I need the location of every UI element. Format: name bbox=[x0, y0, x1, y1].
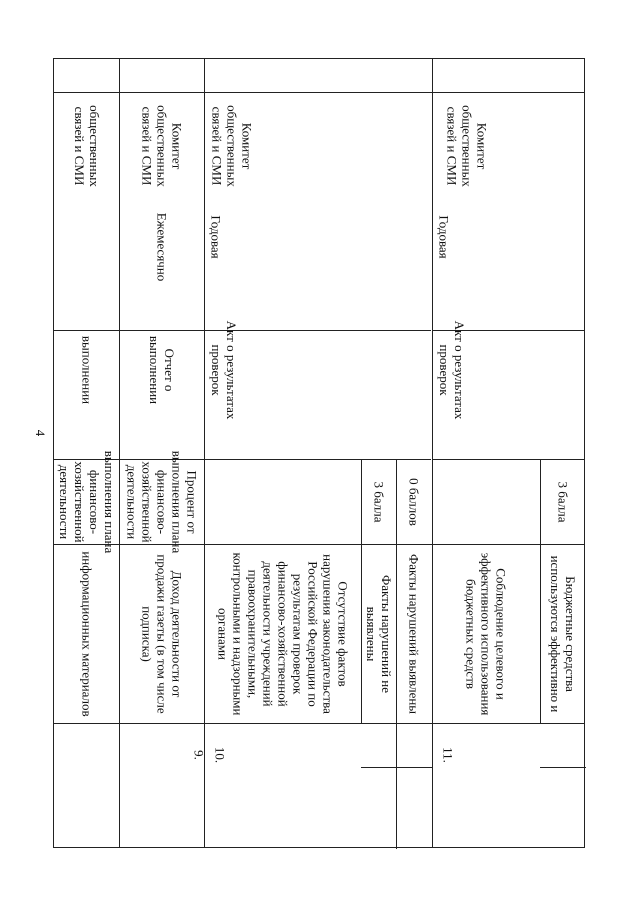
row-10-resp-cell bbox=[204, 92, 361, 200]
cell-text: 3 балла bbox=[555, 481, 571, 522]
cell-text: Отчет о выполнении bbox=[146, 335, 177, 405]
row-10-sub2-score-cell bbox=[396, 459, 432, 544]
row-10-sub2-name-cell bbox=[396, 544, 432, 723]
row-11-sub1-score-cell bbox=[540, 459, 586, 544]
cell-text: Годовая bbox=[436, 215, 452, 259]
cell-text: 3 балла bbox=[371, 481, 386, 522]
cell-text: Бюджетные средства используются эффективно и bbox=[548, 555, 578, 712]
cell-text: Комитет общественных связей и СМИ bbox=[209, 105, 255, 187]
cell-text: Комитет общественных связей и СМИ bbox=[139, 105, 184, 187]
cell-text: Ежемесячно bbox=[154, 212, 169, 282]
row-9-name-cell bbox=[119, 544, 204, 723]
row-top-resp-cell bbox=[54, 92, 119, 200]
row-10-sub1-name-cell bbox=[361, 544, 396, 723]
cell-text: Акт о результатах проверок bbox=[437, 320, 467, 420]
row-9-indicator-cell bbox=[119, 450, 204, 553]
subcol-separator bbox=[361, 767, 432, 768]
cell-text: Комитет общественных связей и СМИ bbox=[444, 105, 490, 187]
row-11-period-cell bbox=[432, 200, 586, 330]
row-11-form-cell bbox=[432, 320, 586, 459]
cell-text: Доход деятельности от продажи газеты (в том числе подписка) bbox=[139, 553, 184, 714]
cell-text: Отсутствие фактов нарушения законодательства Российской Федерации по результатам проверок финансово-хозяйственной деятельности учреждений правоохранительными, контрольными и надзорными органами bbox=[215, 552, 350, 715]
row-11-sub1-name-cell bbox=[540, 544, 586, 723]
row-10-num-cell bbox=[204, 723, 361, 849]
row-10-period-cell bbox=[204, 200, 361, 330]
cell-text: Годовая bbox=[208, 215, 224, 259]
cell-text: выполнения плана финансово- хозяйственной деятельности bbox=[56, 450, 117, 553]
row-top-name-cell bbox=[54, 544, 119, 723]
cell-text: 11. bbox=[440, 747, 456, 763]
row-9-resp-cell bbox=[119, 92, 204, 200]
cell-text: Процент от выполнения плана финансово- хозяйственной деятельности bbox=[124, 450, 199, 553]
row-9-period-cell bbox=[119, 200, 204, 330]
cell-text: общественных связей и СМИ bbox=[71, 105, 102, 187]
row-10-form-cell bbox=[204, 320, 361, 459]
row-top-form-cell bbox=[54, 330, 119, 459]
cell-text: Факты нарушений не выявлены bbox=[363, 574, 394, 693]
cell-text: выполнении bbox=[79, 335, 94, 405]
cell-text: 10. bbox=[212, 746, 228, 764]
criteria-table bbox=[53, 58, 585, 848]
cell-text: информационных материалов bbox=[79, 550, 94, 717]
cell-text: 9. bbox=[191, 750, 207, 760]
row-10-sub1-score-cell bbox=[361, 459, 396, 544]
cell-text: 0 баллов bbox=[406, 477, 422, 526]
cell-text: Соблюдение целевого и эффективного использования бюджетных средств bbox=[463, 552, 509, 715]
row-11-name-cell bbox=[432, 544, 540, 723]
row-11-resp-cell bbox=[432, 92, 586, 200]
row-top-indicator-cell bbox=[54, 450, 119, 553]
row-9-form-cell bbox=[119, 330, 204, 459]
cell-text: Акт о результатах проверок bbox=[209, 320, 239, 420]
cell-text: Факты нарушений выявлены bbox=[406, 553, 422, 714]
page-number: 4 bbox=[33, 429, 48, 437]
row-11-num-cell bbox=[432, 723, 586, 849]
row-9-num-cell bbox=[119, 723, 207, 849]
row-10-name-cell bbox=[204, 544, 361, 723]
